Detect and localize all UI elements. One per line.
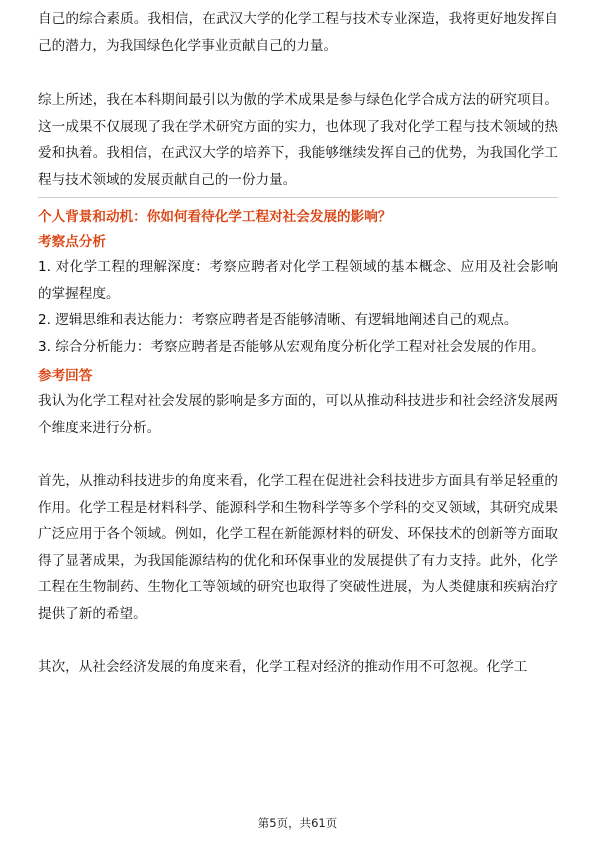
answer-heading: 参考回答 [38,368,93,384]
intro-paragraph-1: 自己的综合素质。我相信，在武汉大学的化学工程与技术专业深造，我将更好地发挥自己的潜力，为我国绿色化学事业贡献自己的力量。 [38,11,558,54]
answer-paragraph-1: 我认为化学工程对社会发展的影响是多方面的，可以从推动科技进步和社会经济发展两个维度来进行分析。 [38,393,558,436]
analysis-heading: 考察点分析 [38,234,106,250]
document-page [38,0,558,681]
analysis-item-2: 2. 逻辑思维和表达能力：考察应聘者是否能够清晰、有逻辑地阐述自己的观点。 [38,312,518,328]
page-number: 第5页，共61页 [257,816,338,830]
section-divider [38,197,558,198]
question-title: 个人背景和动机：你如何看待化学工程对社会发展的影响？ [38,209,392,225]
intro-paragraph-2: 综上所述，我在本科期间最引以为傲的学术成果是参与绿色化学合成方法的研究项目。这一成果不仅展现了我在学术研究方面的实力，也体现了我对化学工程与技术领域的热爱和执着。我相信，在武汉大学的培养下，我能够继续发挥自己的优势，为我国化学工程与技术领域的发展贡献自己的一份力量。 [38,92,558,188]
answer-paragraph-3: 其次，从社会经济发展的角度来看，化学工程对经济的推动作用不可忽视。化学工 [38,659,528,675]
analysis-item-3: 3. 综合分析能力：考察应聘者是否能够从宏观角度分析化学工程对社会发展的作用。 [38,338,545,355]
answer-paragraph-2: 首先，从推动科技进步的角度来看，化学工程在促进社会科技进步方面具有举足轻重的作用。化学工程是材料科学、能源科学和生物科学等多个学科的交叉领域，其研究成果广泛应用于各个领域。例如，化学工程在新能源材料的研发、环保技术的创新等方面取得了显著成果，为我国能源结构的优化和环保事业的发展提供了有力支持。此外，化学工程在生物制药、生物化工等领域的研究也取得了突破性进展，为人类健康和疾病治疗提供了新的希望。 [38,473,558,622]
analysis-item-1: 1. 对化学工程的理解深度：考察应聘者对化学工程领域的基本概念、应用及社会影响的掌握程度。 [38,259,558,302]
